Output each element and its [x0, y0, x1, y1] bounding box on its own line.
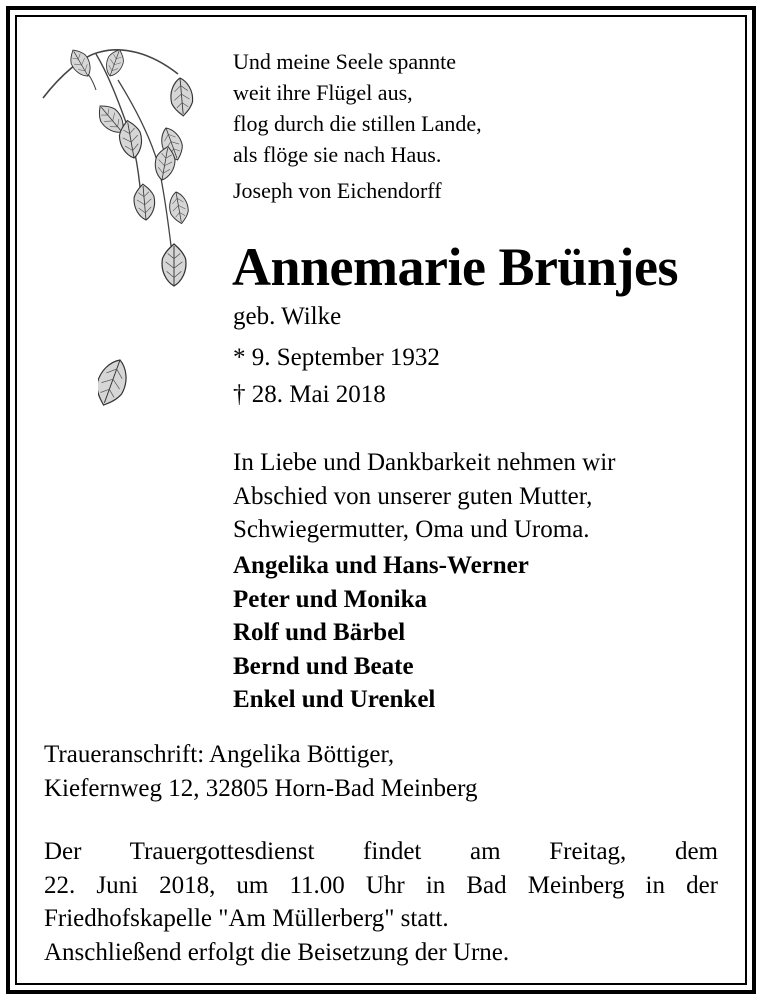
birch-branch-icon [38, 40, 208, 290]
poem-line: weit ihre Flügel aus, [233, 80, 413, 105]
poem-line: als flöge sie nach Haus. [233, 142, 442, 167]
deceased-name: Annemarie Brünjes [232, 237, 678, 297]
address-line: Kiefernweg 12, 32805 Horn-Bad Meinberg [44, 774, 478, 802]
mourner: Rolf und Bärbel [233, 619, 406, 646]
mourner: Enkel und Urenkel [233, 686, 436, 713]
mourners-list [233, 549, 529, 717]
service-line: Friedhofskapelle "Am Müllerberg" statt. [44, 905, 449, 932]
service-line: 22. Juni 2018, um 11.00 Uhr in Bad Meinberg in der [44, 871, 718, 899]
poem [233, 46, 653, 170]
poem-line: Und meine Seele spannte [233, 49, 456, 74]
birth-name: geb. Wilke [233, 303, 342, 330]
birth-date: * 9. September 1932 [233, 344, 440, 371]
service-info [44, 835, 718, 969]
service-line: Anschließend erfolgt die Beisetzung der Urne. [44, 938, 510, 966]
falling-leaf-icon [98, 352, 146, 422]
mourner: Peter und Monika [233, 585, 427, 613]
mourning-address [44, 738, 477, 805]
farewell-text [233, 446, 616, 547]
mourner: Angelika und Hans-Werner [233, 552, 529, 579]
farewell-line: Schwiegermutter, Oma und Uroma. [233, 516, 590, 543]
farewell-line: In Liebe und Dankbarkeit nehmen wir [233, 449, 616, 476]
mourner: Bernd und Beate [233, 652, 414, 680]
service-line: Der Trauergottesdienst findet am Freitag, dem [44, 838, 718, 865]
poem-author: Joseph von Eichendorff [233, 178, 442, 203]
address-line: Traueranschrift: Angelika Böttiger, [44, 741, 395, 768]
farewell-line: Abschied von unserer guten Mutter, [233, 482, 593, 510]
poem-line: flog durch die stillen Lande, [233, 111, 482, 136]
death-date: † 28. Mai 2018 [233, 381, 386, 408]
